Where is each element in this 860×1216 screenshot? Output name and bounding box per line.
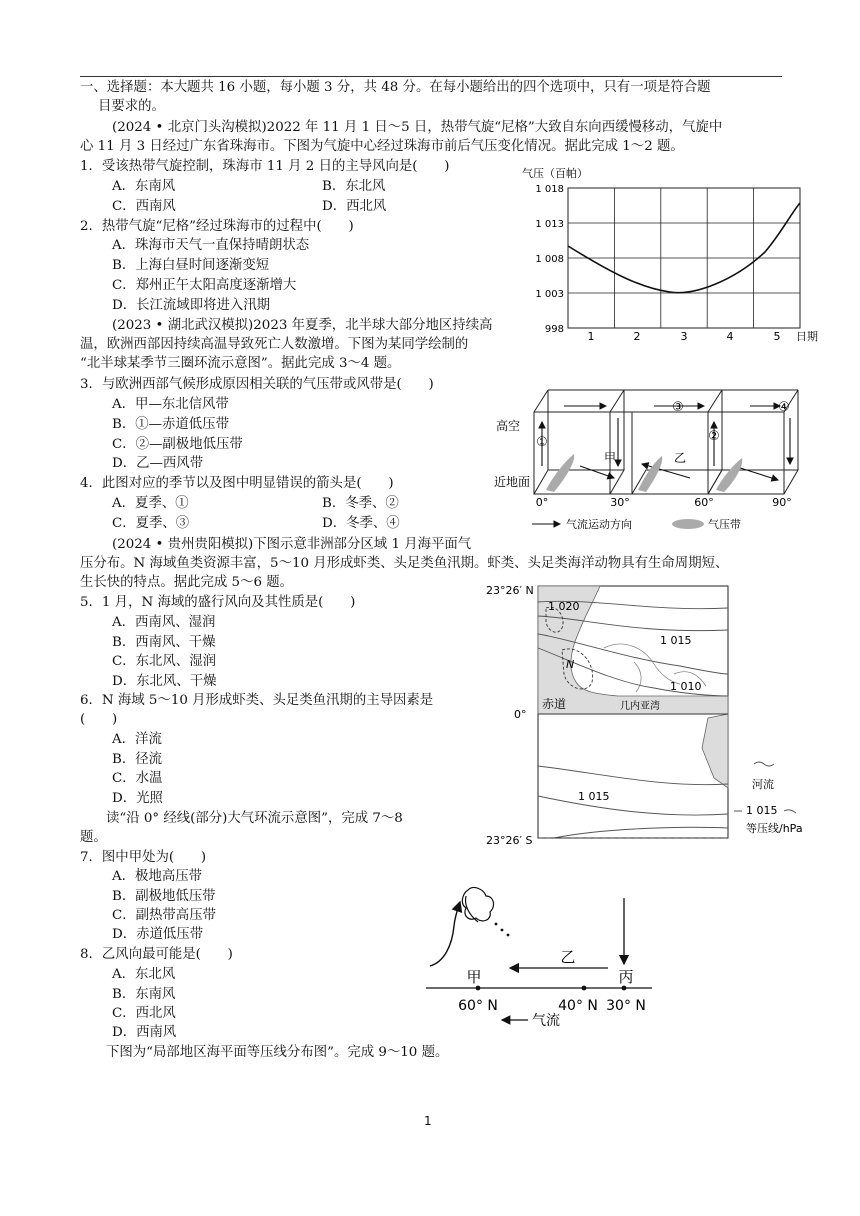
q8-option-a: A．东北风 — [112, 967, 176, 982]
intro-q5-6-cont1: 压分布。N 海域鱼类资源丰富，5～10 月形成虾类、头足类鱼汛期。虾类、头足类海洋动物具有生命周期短、 — [80, 556, 729, 571]
xtick-2: 2 — [633, 330, 641, 343]
lat-60n: 60° N — [458, 998, 498, 1014]
q7-option-d: D．赤道低压带 — [112, 927, 204, 942]
ytick-1013: 1 013 — [535, 219, 564, 230]
q8-option-c: C．西北风 — [112, 1006, 176, 1021]
ytick-1018: 1 018 — [535, 184, 564, 195]
q8-option-b: B．东南风 — [112, 987, 176, 1002]
point-jia: 甲 — [466, 968, 482, 986]
question-3: 3．与欧洲西部气候形成原因相关联的气压带或风带是( ) — [80, 377, 434, 392]
circulation-diagram — [494, 382, 812, 534]
circle-4: ④ — [778, 400, 790, 415]
intro-q3-4-cont2: “北半球某季节三圈环流示意图”。据此完成 3～4 题。 — [80, 356, 401, 371]
ytick-998: 998 — [544, 324, 564, 335]
legend-flow: 气流运动方向 — [566, 518, 632, 531]
xtick-1: 1 — [587, 330, 595, 343]
label-surface: 近地面 — [494, 475, 531, 489]
circle-1: ① — [536, 435, 548, 450]
q3-option-c: C．②—副极地低压带 — [112, 437, 243, 452]
q4-option-c: C．夏季、③ — [112, 516, 190, 531]
page-number: 1 — [424, 1114, 432, 1128]
legend-river: 河流 — [752, 778, 774, 791]
q5-option-d: D．东北风、干燥 — [112, 674, 217, 689]
pressure-chart — [520, 160, 822, 346]
rising-air-arrow — [430, 902, 460, 966]
intro-q9-10: 下图为“局部地区海平面等压线分布图”。完成 9～10 题。 — [106, 1045, 449, 1060]
q3-option-a: A．甲—东北信风带 — [112, 397, 229, 412]
q2-option-c: C．郑州正午太阳高度逐渐增大 — [112, 278, 297, 293]
q7-option-b: B．副极地低压带 — [112, 889, 216, 904]
q5-option-c: C．东北风、湿润 — [112, 654, 216, 669]
q6-option-d: D．光照 — [112, 791, 163, 806]
lat-0: 0° — [535, 496, 549, 509]
q6-option-a: A．洋流 — [112, 732, 162, 747]
isobar-1020: 1 020 — [548, 600, 580, 613]
isobar-1010: 1 010 — [670, 680, 702, 693]
q7-option-a: A．极地高压带 — [112, 869, 203, 884]
q3-option-d: D．乙—西风带 — [112, 456, 204, 471]
xtick-4: 4 — [726, 330, 734, 343]
circulation-arrows — [542, 406, 790, 480]
cloud-dots — [495, 923, 510, 937]
q4-option-d: D．冬季、④ — [322, 516, 400, 531]
intro-q5-6-cont2: 生长快的特点。据此完成 5～6 题。 — [80, 575, 294, 590]
q4-option-b: B．冬季、② — [322, 496, 399, 511]
question-6: 6．N 海域 5～10 月形成虾类、头足类鱼汛期的主导因素是 — [80, 693, 434, 708]
q1-option-b: B．东北风 — [322, 179, 386, 194]
isobar-1015-north: 1 015 — [660, 634, 692, 647]
wind-jia: 甲 — [604, 451, 617, 465]
pressure-chart-xlabel: 日期 — [796, 330, 818, 343]
legend-flow-2: 气流 — [532, 1013, 560, 1029]
xtick-5: 5 — [773, 330, 781, 343]
question-5: 5．1 月，N 海域的盛行风向及其性质是( ) — [80, 595, 356, 610]
isobar-1015-south: 1 015 — [578, 790, 610, 803]
question-2: 2．热带气旋“尼格”经过珠海市的过程中( ) — [80, 219, 354, 234]
intro-q1-2: (2024 • 北京门头沟模拟)2022 年 11 月 1 日～5 日，热带气旋“尼格”大致自东向西缓慢移动，气旋中 — [112, 120, 723, 135]
equator-label: 赤道 — [542, 697, 567, 711]
q5-option-b: B．西南风、干燥 — [112, 635, 216, 650]
pressure-curve — [568, 203, 800, 293]
question-8: 8．乙风向最可能是( ) — [80, 947, 233, 962]
q2-option-b: B．上海白昼时间逐渐变短 — [112, 258, 270, 273]
wind-yi: 乙 — [674, 451, 687, 465]
lat-30: 30° — [610, 496, 630, 509]
header-rule — [80, 76, 782, 77]
cloud-icon — [462, 888, 493, 921]
intro-q7-8: 读“沿 0° 经线(部分)大气环流示意图”，完成 7～8 — [106, 811, 403, 826]
xtick-3: 3 — [680, 330, 688, 343]
meridian-circulation-diagram — [420, 886, 656, 1036]
question-1: 1．受该热带气旋控制，珠海市 11 月 2 日的主导风向是( ) — [80, 159, 450, 174]
africa-pressure-map — [484, 578, 816, 846]
q2-option-d: D．长江流域即将进入汛期 — [112, 298, 271, 313]
legend-belt: 气压带 — [708, 518, 741, 531]
intro-q5-6: (2024 • 贵州贵阳模拟)下图示意非洲部分区域 1 月海平面气 — [112, 537, 472, 552]
q1-option-d: D．西北风 — [322, 199, 387, 214]
n-sea-label: N — [566, 658, 575, 671]
pressure-chart-grid — [568, 188, 800, 328]
lat-south: 23°26′ S — [486, 834, 533, 846]
legend-river-symbol — [754, 762, 774, 766]
gulf-label: 几内亚湾 — [620, 701, 660, 712]
label-upper-air: 高空 — [496, 419, 521, 433]
lat-60: 60° — [694, 496, 714, 509]
ytick-1003: 1 003 — [535, 289, 564, 300]
legend-isobar-value: 1 015 — [746, 804, 778, 817]
q6-option-b: B．径流 — [112, 752, 163, 767]
lat-40n: 40° N — [558, 998, 598, 1014]
section-heading: 一、选择题：本大题共 16 小题，每小题 3 分，共 48 分。在每小题给出的四个选项中，只有一项是符合题 — [80, 80, 711, 95]
point-yi: 乙 — [560, 948, 576, 966]
q1-option-a: A．东南风 — [112, 179, 176, 194]
lat-90: 90° — [772, 496, 792, 509]
point-bing: 丙 — [618, 968, 634, 986]
ytick-1008: 1 008 — [535, 254, 564, 265]
q6-option-c: C．水温 — [112, 771, 163, 786]
intro-q3-4-cont1: 温，欧洲西部因持续高温导致死亡人数激增。下图为某同学绘制的 — [80, 337, 469, 352]
legend-belt-swatch — [672, 519, 704, 529]
circle-2: ② — [708, 429, 720, 444]
pressure-chart-ylabel: 气压（百帕） — [522, 167, 588, 180]
intro-q3-4: (2023 • 湖北武汉模拟)2023 年夏季，北半球大部分地区持续高 — [112, 318, 493, 333]
intro-q1-2-cont: 心 11 月 3 日经过广东省珠海市。下图为气旋中心经过珠海市前后气压变化情况。据此完成 1～2 题。 — [80, 139, 684, 154]
q5-option-a: A．西南风、湿润 — [112, 615, 216, 630]
q8-option-d: D．西南风 — [112, 1025, 177, 1040]
q4-option-a: A．夏季、① — [112, 496, 189, 511]
lat-north: 23°26′ N — [486, 584, 534, 597]
q2-option-a: A．珠海市天气一直保持晴朗状态 — [112, 238, 310, 253]
question-4: 4．此图对应的季节以及图中明显错误的箭头是( ) — [80, 476, 394, 491]
q3-option-b: B．①—赤道低压带 — [112, 417, 229, 432]
q1-option-c: C．西南风 — [112, 199, 176, 214]
question-7: 7．图中甲处为( ) — [80, 850, 207, 865]
lat-30n: 30° N — [606, 998, 646, 1014]
lat-zero: 0° — [514, 708, 527, 721]
section-heading-cont: 目要求的。 — [98, 99, 165, 114]
circle-3: ③ — [672, 400, 684, 415]
question-6-blank: ( ) — [80, 712, 118, 727]
q7-option-c: C．副热带高压带 — [112, 908, 216, 923]
intro-q7-8-cont: 题。 — [80, 830, 107, 845]
legend-isobar: 等压线/hPa — [746, 822, 803, 835]
